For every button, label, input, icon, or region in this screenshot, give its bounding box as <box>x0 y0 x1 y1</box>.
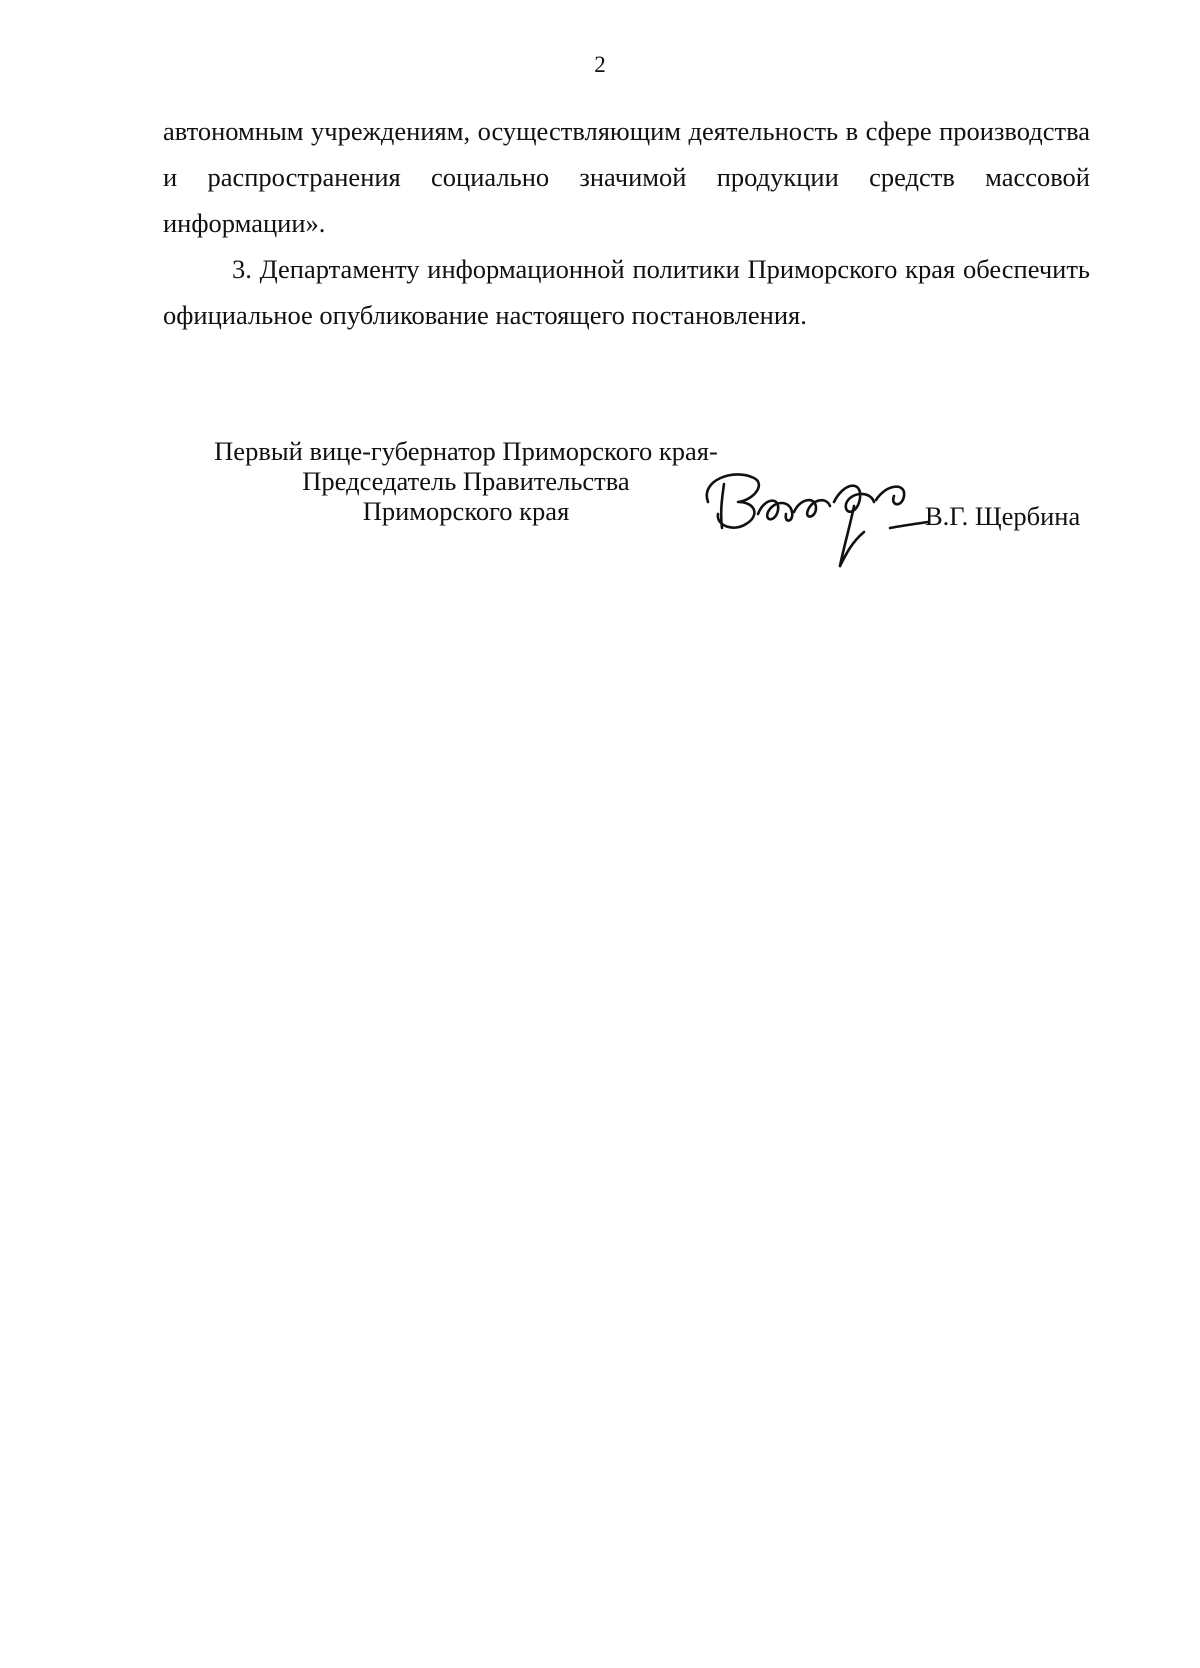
handwritten-signature-icon <box>694 462 934 572</box>
page-number: 2 <box>594 52 606 77</box>
position-line: Председатель Правительства <box>302 466 630 496</box>
signatory-position <box>196 436 736 526</box>
position-line: Приморского края <box>362 496 570 526</box>
signer-name: В.Г. Щербина <box>925 501 1081 531</box>
paragraph-item-3: 3. Департаменту информационной политики Приморского края обеспечить официальное опубликование настоящего постановления. <box>163 254 1090 330</box>
paragraph-continuation: автономным учреждениям, осуществляющим деятельность в сфере производства и распространения социально значимой продукции средств массовой информации». <box>163 116 1090 238</box>
position-line: Первый вице-губернатор Приморского края- <box>214 436 718 466</box>
document-body <box>163 108 1090 338</box>
